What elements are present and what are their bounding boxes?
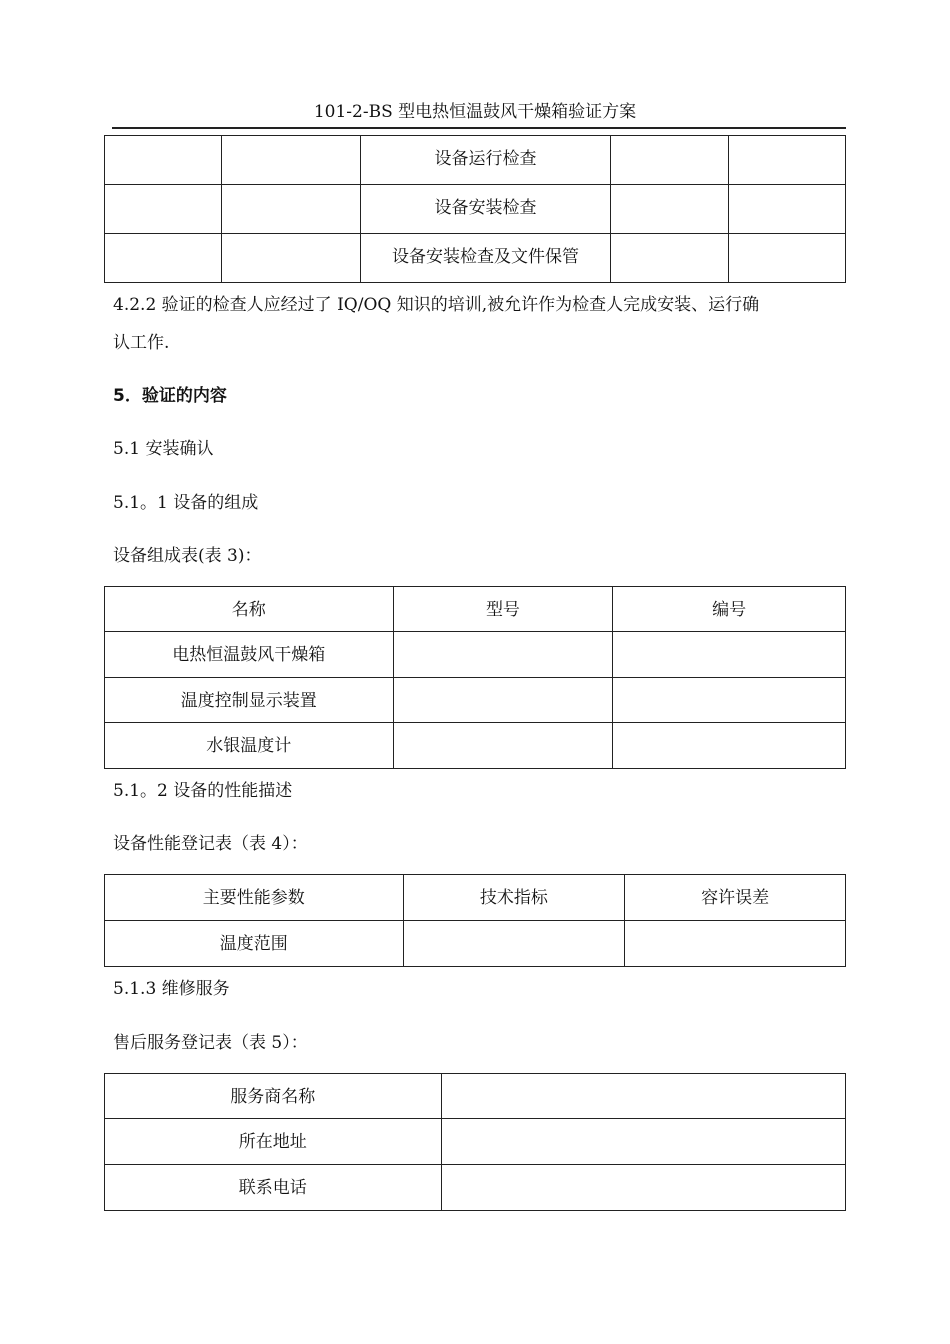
paragraph-4-2-2-line1: 4.2.2 验证的检查人应经过了 IQ/OQ 知识的培训,被允许作为检查人完成安装、运行确 xyxy=(113,295,760,315)
section-5-heading: 5．验证的内容 xyxy=(113,386,227,406)
column-header: 名称 xyxy=(105,587,394,632)
table-row xyxy=(105,1119,846,1165)
table-cell xyxy=(729,185,846,234)
table-cell: 电热恒温鼓风干燥箱 xyxy=(105,632,394,678)
table-cell: 服务商名称 xyxy=(105,1074,442,1119)
column-header: 型号 xyxy=(393,587,613,632)
table-row xyxy=(105,632,846,678)
table-cell xyxy=(441,1074,845,1119)
section-5-1-1-heading: 5.1。1 设备的组成 xyxy=(113,493,259,513)
table-cell xyxy=(105,185,222,234)
table-cell xyxy=(221,185,360,234)
column-header: 技术指标 xyxy=(403,875,625,921)
table-cell xyxy=(625,921,846,967)
table-cell: 设备安装检查 xyxy=(360,185,611,234)
column-header: 容许误差 xyxy=(625,875,846,921)
table-row xyxy=(105,723,846,769)
table-cell xyxy=(611,185,729,234)
table-cell xyxy=(729,234,846,283)
table-header-row xyxy=(105,587,846,632)
table-cell: 温度范围 xyxy=(105,921,404,967)
table-cell xyxy=(105,136,222,185)
section-5-1-3-heading: 5.1.3 维修服务 xyxy=(113,979,230,999)
table-row xyxy=(105,185,846,234)
table-cell xyxy=(221,136,360,185)
table-row xyxy=(105,678,846,723)
table-cell xyxy=(611,136,729,185)
table-cell xyxy=(393,723,613,769)
table-cell xyxy=(441,1119,845,1165)
table3-caption: 设备组成表(表 3)： xyxy=(113,546,262,566)
table-equipment-performance xyxy=(104,874,846,967)
paragraph-4-2-2-line2: 认工作. xyxy=(113,333,170,353)
table4-caption: 设备性能登记表（表 4）： xyxy=(113,834,308,854)
table-cell xyxy=(613,678,846,723)
column-header: 主要性能参数 xyxy=(105,875,404,921)
table-cell xyxy=(221,234,360,283)
table-cell xyxy=(393,678,613,723)
table-row xyxy=(105,1074,846,1119)
section-5-1-heading: 5.1 安装确认 xyxy=(113,439,214,459)
table-cell xyxy=(393,632,613,678)
table-cell xyxy=(613,632,846,678)
table-cell xyxy=(611,234,729,283)
table-cell: 设备运行检查 xyxy=(360,136,611,185)
table-cell: 联系电话 xyxy=(105,1165,442,1211)
table-after-sales-service xyxy=(104,1073,846,1211)
table-equipment-composition xyxy=(104,586,846,769)
column-header: 编号 xyxy=(613,587,846,632)
table-cell: 所在地址 xyxy=(105,1119,442,1165)
table-row xyxy=(105,921,846,967)
table-cell: 温度控制显示装置 xyxy=(105,678,394,723)
table-row xyxy=(105,136,846,185)
table-cell xyxy=(105,234,222,283)
table-header-row xyxy=(105,875,846,921)
table-approval-continued xyxy=(104,135,846,283)
table-cell: 水银温度计 xyxy=(105,723,394,769)
page-header-title: 101-2-BS 型电热恒温鼓风干燥箱验证方案 xyxy=(313,102,637,122)
section-5-1-2-heading: 5.1。2 设备的性能描述 xyxy=(113,781,293,801)
table-row xyxy=(105,234,846,283)
table-cell xyxy=(613,723,846,769)
table-cell xyxy=(729,136,846,185)
table5-caption: 售后服务登记表（表 5）： xyxy=(113,1033,308,1053)
table-cell xyxy=(403,921,625,967)
table-cell xyxy=(441,1165,845,1211)
table-row xyxy=(105,1165,846,1211)
table-cell: 设备安装检查及文件保管 xyxy=(360,234,611,283)
header-rule xyxy=(112,127,846,129)
